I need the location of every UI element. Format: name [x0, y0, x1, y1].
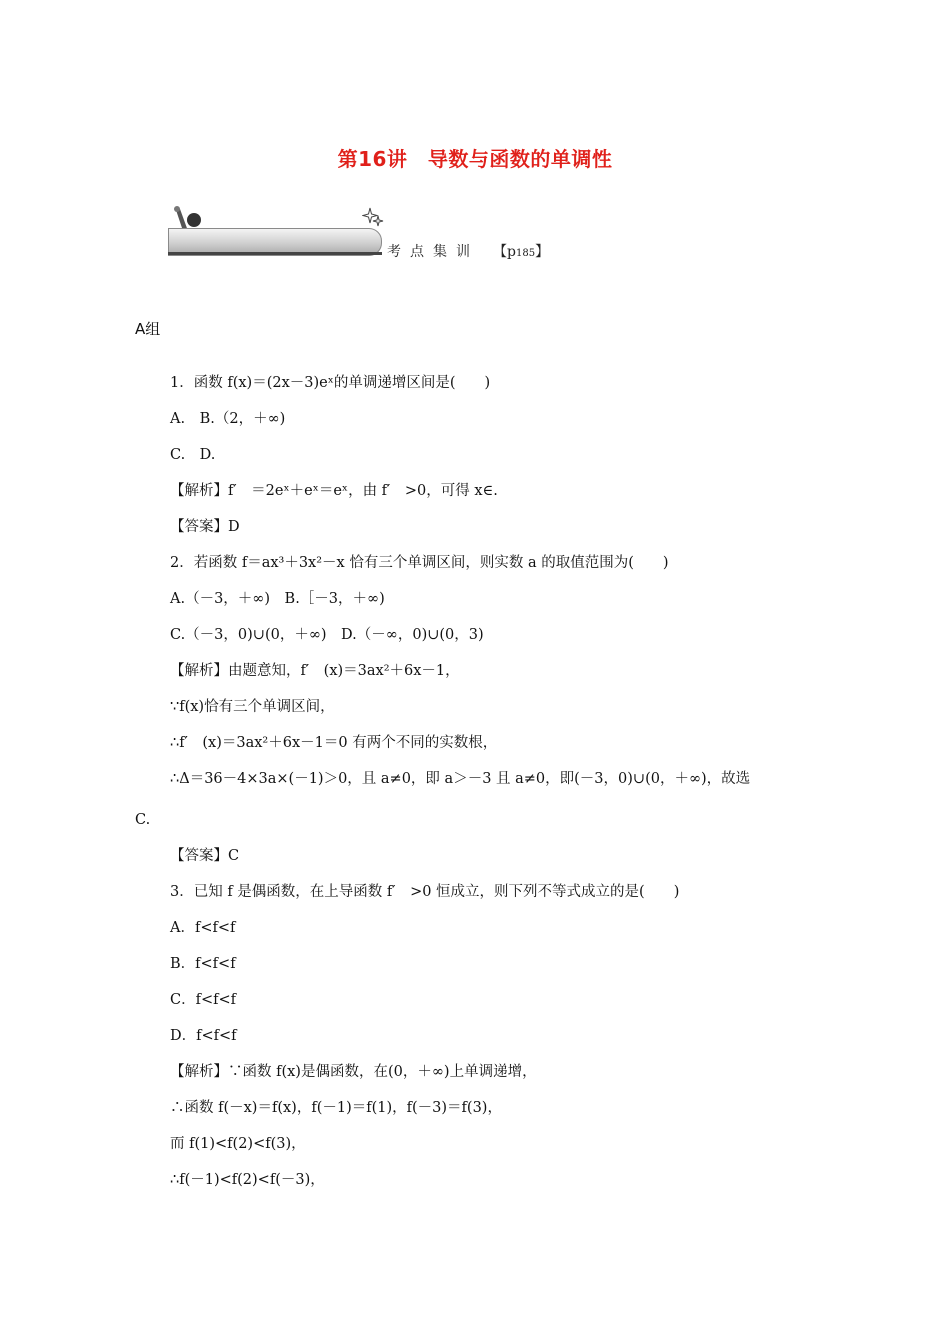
analysis-3-line-4: ∴f(－1)<f(2)<f(－3)，	[170, 1172, 325, 1188]
question-3: 3．已知 f 是偶函数，在上导函数 f′ >0 恒成立，则下列不等式成立的是( )	[170, 884, 680, 900]
analysis-1: 【解析】f′ ＝2eˣ＋eˣ＝eˣ，由 f′ >0，可得 x∈.	[170, 483, 498, 499]
page-title: 第16讲 导数与函数的单调性	[337, 147, 613, 171]
page-reference: 【p185】	[493, 244, 550, 260]
option-3b: B．f<f<f	[170, 956, 236, 972]
options-1ab: A. B.（2，＋∞)	[170, 411, 286, 427]
group-heading: A组	[135, 320, 161, 338]
analysis-2-line-1: 【解析】由题意知，f′ (x)＝3ax²＋6x－1，	[170, 663, 460, 679]
option-3d: D．f<f<f	[170, 1028, 237, 1044]
analysis-2-line-4: ∴Δ＝36－4×3a×(－1)＞0，且 a≠0，即 a＞－3 且 a≠0，即(－3，0)∪(0，＋∞)，故选	[170, 771, 751, 787]
options-1cd: C. D.	[170, 447, 216, 463]
analysis-2-line-3: ∴f′ (x)＝3ax²＋6x－1＝0 有两个不同的实数根，	[170, 735, 498, 751]
option-3c: C．f<f<f	[170, 992, 236, 1008]
option-3a: A．f<f<f	[170, 920, 236, 936]
banner-underline	[168, 252, 382, 255]
options-2ab: A.（－3，＋∞) B.［－3，＋∞)	[170, 591, 385, 607]
analysis-2-line-2: ∵f(x)恰有三个单调区间，	[170, 699, 335, 715]
question-1: 1．函数 f(x)＝(2x－3)eˣ的单调递增区间是( )	[170, 375, 491, 391]
question-2: 2．若函数 f＝ax³＋3x²－x 恰有三个单调区间，则实数 a 的取值范围为( )	[170, 555, 669, 571]
sparkle-icon	[362, 206, 384, 228]
answer-2: 【答案】C	[170, 848, 240, 864]
analysis-3-line-3: 而 f(1)<f(2)<f(3)，	[170, 1136, 306, 1152]
analysis-3-line-2: ∴函数 f(－x)＝f(x)，f(－1)＝f(1)，f(－3)＝f(3)，	[170, 1100, 502, 1116]
options-2cd: C.（－3，0)∪(0，＋∞) D.（－∞，0)∪(0，3)	[170, 627, 484, 643]
answer-1: 【答案】D	[170, 519, 240, 535]
section-banner	[168, 204, 568, 264]
banner-label: 考点集训	[387, 244, 479, 260]
analysis-2-line-5: C.	[135, 812, 151, 828]
analysis-3-line-1: 【解析】∵函数 f(x)是偶函数，在(0，＋∞)上单调递增，	[170, 1064, 537, 1080]
